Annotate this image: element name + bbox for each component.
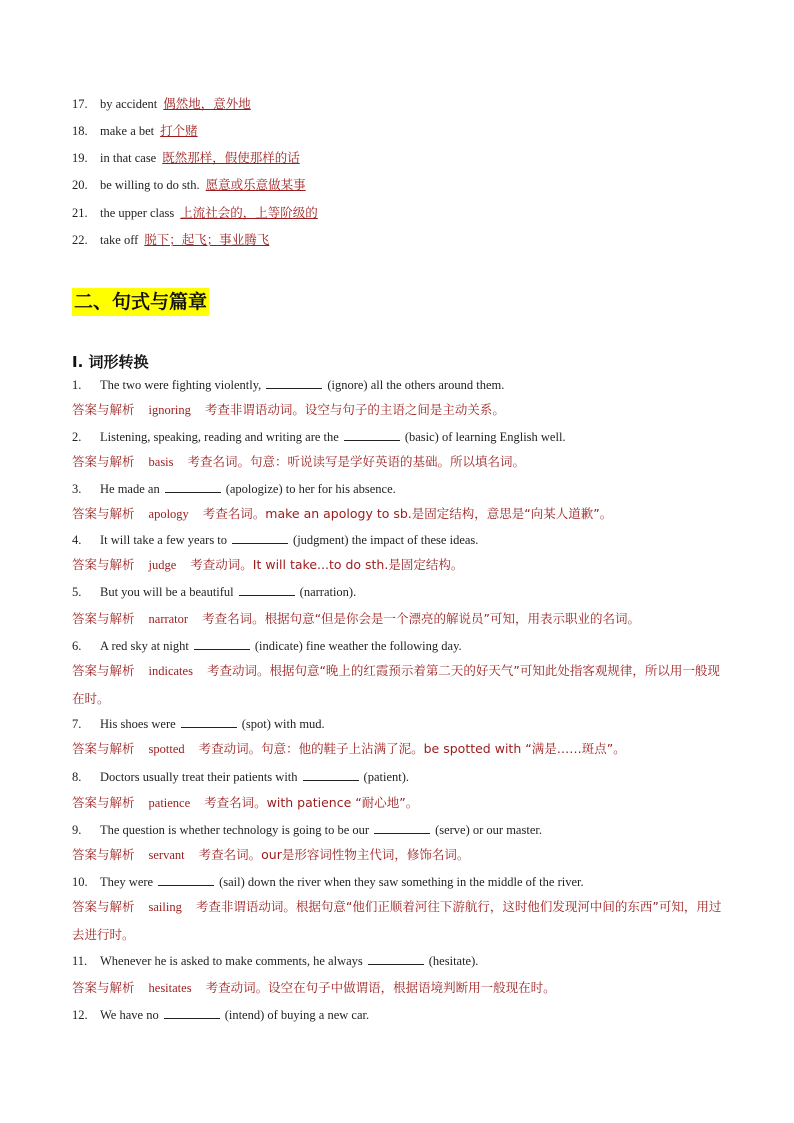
explanation-text: 考查动词。设空在句子中做谓语，根据语境判断用一般现在时。	[205, 980, 556, 995]
answer-blank[interactable]	[266, 377, 322, 389]
question-number: 7.	[72, 717, 82, 731]
phrase-english: be willing to do sth.	[100, 178, 200, 192]
question-item	[72, 821, 542, 839]
question-text-after: (judgment) the impact of these ideas.	[293, 533, 479, 547]
answer-word: apology	[148, 507, 189, 521]
question-text-after: (basic) of learning English well.	[404, 430, 566, 444]
answer-blank[interactable]	[194, 638, 250, 650]
question-text-before: Doctors usually treat their patients with	[100, 770, 298, 784]
question-text-after: (intend) of buying a new car.	[224, 1008, 370, 1022]
question-text-after: (patient).	[363, 770, 409, 784]
explanation-text: 考查名词。make an apology to sb.是固定结构，意思是“向某人道歉”。	[202, 506, 613, 521]
phrase-chinese: 脱下；起飞；事业腾飞	[144, 232, 270, 247]
explanation-text: 考查名词。with patience “耐心地”。	[204, 795, 419, 810]
phrase-number: 17.	[72, 97, 88, 111]
answer-word: indicates	[148, 664, 193, 678]
question-number: 3.	[72, 482, 82, 496]
question-text-after: (hesitate).	[428, 954, 479, 968]
explanation-text: 考查名词。根据句意“但是你会是一个漂亮的解说员”可知，用表示职业的名词。	[202, 611, 641, 626]
answer-explanation	[72, 500, 727, 528]
explanation-text: 考查非谓语动词。根据句意“他们正顺着河往下游航行，这时他们发现河中间的东西”可知，用过去进行时。	[72, 899, 722, 942]
question-number: 11.	[72, 954, 88, 968]
question-text-before: He made an	[100, 482, 160, 496]
answer-blank[interactable]	[239, 584, 295, 596]
subsection-title: I. 词形转换	[72, 353, 149, 371]
question-text-after: (sail) down the river when they saw something in the middle of the river.	[219, 875, 584, 889]
answer-blank[interactable]	[164, 1007, 220, 1019]
answer-word: patience	[148, 796, 191, 810]
answer-word: hesitates	[148, 981, 192, 995]
question-text-before: But you will be a beautiful	[100, 585, 234, 599]
question-item	[72, 428, 566, 446]
answer-blank[interactable]	[232, 532, 288, 544]
answer-explanation	[72, 657, 727, 713]
phrase-number: 18.	[72, 124, 88, 138]
answer-explanation	[72, 448, 727, 476]
answer-word: judge	[148, 558, 177, 572]
answer-blank[interactable]	[165, 481, 221, 493]
answer-word: sailing	[148, 900, 182, 914]
explanation-text: 考查动词。句意：他的鞋子上沾满了泥。be spotted with “满是……斑点”。	[198, 741, 626, 756]
question-number: 5.	[72, 585, 82, 599]
phrase-number: 20.	[72, 178, 88, 192]
phrase-chinese: 上流社会的，上等阶级的	[180, 205, 318, 220]
answer-label: 答案与解析	[72, 980, 135, 995]
answer-label: 答案与解析	[72, 663, 135, 678]
question-text-before: His shoes were	[100, 717, 176, 731]
answer-label: 答案与解析	[72, 611, 135, 626]
phrase-english: make a bet	[100, 124, 155, 138]
phrase-item	[72, 230, 269, 250]
question-item	[72, 480, 396, 498]
phrase-english: by accident	[100, 97, 158, 111]
answer-label: 答案与解析	[72, 741, 135, 756]
answer-blank[interactable]	[303, 769, 359, 781]
answer-explanation	[72, 551, 727, 579]
question-number: 2.	[72, 430, 82, 444]
question-text-before: We have no	[100, 1008, 159, 1022]
answer-blank[interactable]	[368, 953, 424, 965]
explanation-text: 考查动词。It will take...to do sth.是固定结构。	[190, 557, 464, 572]
answer-explanation	[72, 735, 727, 763]
question-number: 12.	[72, 1008, 88, 1022]
question-item	[72, 873, 584, 891]
question-item	[72, 531, 478, 549]
phrase-item	[72, 148, 300, 168]
answer-label: 答案与解析	[72, 506, 135, 521]
phrase-chinese: 既然那样，假使那样的话	[162, 150, 300, 165]
answer-blank[interactable]	[374, 822, 430, 834]
question-text-after: (serve) or our master.	[435, 823, 542, 837]
question-text-before: Whenever he is asked to make comments, he always	[100, 954, 363, 968]
question-text-after: (indicate) fine weather the following day.	[254, 639, 462, 653]
question-text-after: (narration).	[299, 585, 357, 599]
question-item	[72, 768, 409, 786]
answer-explanation	[72, 789, 727, 817]
answer-word: ignoring	[148, 403, 191, 417]
explanation-text: 考查名词。our是形容词性物主代词，修饰名词。	[198, 847, 470, 862]
answer-explanation	[72, 605, 727, 633]
answer-label: 答案与解析	[72, 795, 135, 810]
answer-label: 答案与解析	[72, 402, 135, 417]
question-text-before: The two were fighting violently,	[100, 378, 262, 392]
phrase-number: 22.	[72, 233, 88, 247]
question-number: 9.	[72, 823, 82, 837]
question-number: 1.	[72, 378, 82, 392]
answer-explanation	[72, 841, 727, 869]
phrase-item	[72, 94, 251, 114]
explanation-text: 考查名词。句意：听说读写是学好英语的基础。所以填名词。	[187, 454, 526, 469]
answer-explanation	[72, 974, 727, 1002]
question-number: 10.	[72, 875, 88, 889]
question-text-before: Listening, speaking, reading and writing are the	[100, 430, 339, 444]
phrase-item	[72, 121, 198, 141]
question-text-before: A red sky at night	[100, 639, 189, 653]
question-text-after: (apologize) to her for his absence.	[225, 482, 396, 496]
phrase-chinese: 愿意或乐意做某事	[205, 177, 306, 192]
phrase-number: 21.	[72, 206, 88, 220]
answer-blank[interactable]	[181, 716, 237, 728]
answer-word: basis	[148, 455, 174, 469]
phrase-english: take off	[100, 233, 139, 247]
explanation-text: 考查动词。根据句意“晚上的红霞预示着第二天的好天气”可知此处指客观规律，所以用一般现在时。	[72, 663, 720, 706]
answer-label: 答案与解析	[72, 557, 135, 572]
question-number: 6.	[72, 639, 82, 653]
answer-blank[interactable]	[344, 429, 400, 441]
question-item	[72, 583, 356, 601]
question-item	[72, 1006, 369, 1024]
question-text-after: (ignore) all the others around them.	[327, 378, 505, 392]
phrase-item	[72, 203, 318, 223]
phrase-chinese: 打个赌	[160, 123, 198, 138]
phrase-item	[72, 175, 306, 195]
question-number: 4.	[72, 533, 82, 547]
answer-word: servant	[148, 848, 185, 862]
answer-label: 答案与解析	[72, 899, 135, 914]
question-number: 8.	[72, 770, 82, 784]
question-text-before: They were	[100, 875, 154, 889]
answer-explanation	[72, 893, 727, 949]
question-item	[72, 376, 504, 394]
question-item	[72, 715, 325, 733]
phrase-chinese: 偶然地，意外地	[163, 96, 251, 111]
question-text-before: It will take a few years to	[100, 533, 228, 547]
phrase-number: 19.	[72, 151, 88, 165]
phrase-english: in that case	[100, 151, 157, 165]
question-item	[72, 952, 478, 970]
answer-label: 答案与解析	[72, 454, 135, 469]
answer-word: narrator	[148, 612, 189, 626]
answer-word: spotted	[148, 742, 185, 756]
question-text-after: (spot) with mud.	[241, 717, 325, 731]
section-title: 二、句式与篇章	[72, 288, 209, 316]
answer-label: 答案与解析	[72, 847, 135, 862]
question-item	[72, 637, 462, 655]
phrase-english: the upper class	[100, 206, 175, 220]
question-text-before: The question is whether technology is going to be our	[100, 823, 370, 837]
answer-explanation	[72, 396, 727, 424]
answer-blank[interactable]	[158, 874, 214, 886]
explanation-text: 考查非谓语动词。设空与句子的主语之间是主动关系。	[204, 402, 505, 417]
